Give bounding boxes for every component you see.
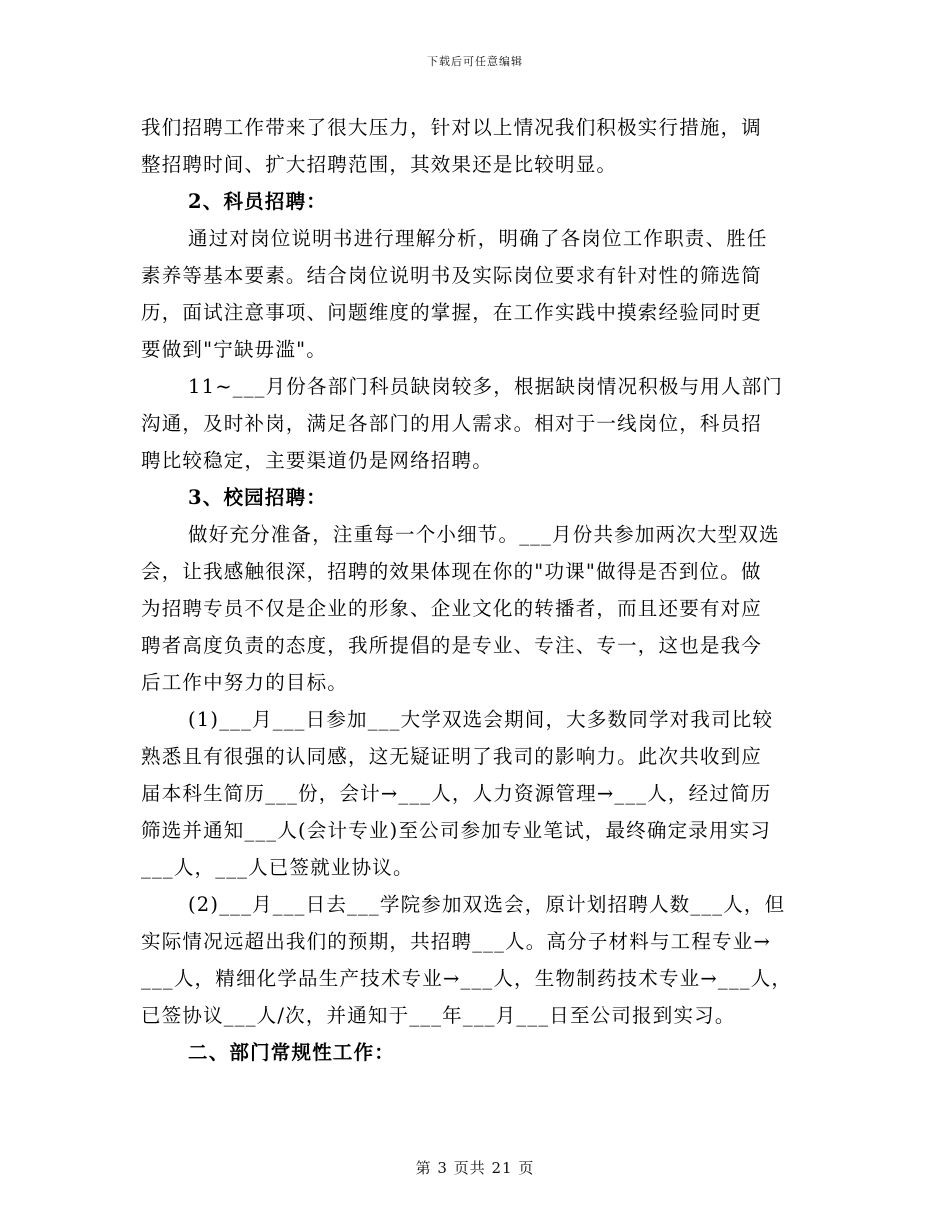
section-heading: 2、科员招聘： (188, 190, 327, 213)
text-line: 聘比较稳定，主要渠道仍是网络招聘。 (141, 449, 493, 472)
text-line: ___人，精细化学品生产技术专业→___人，生物制药技术专业→___人， (141, 967, 793, 990)
text-line: 聘者高度负责的态度，我所提倡的是专业、专注、专一，这也是我今 (141, 634, 763, 657)
text-line: 实际情况远超出我们的预期，共招聘___人。高分子材料与工程专业→ (141, 930, 771, 953)
text-line: 我们招聘工作带来了很大压力，针对以上情况我们积极实行措施，调 (141, 116, 763, 139)
text-line: 筛选并通知___人(会计专业)至公司参加专业笔试，最终确定录用实习 (141, 819, 772, 842)
section-heading: 二、部门常规性工作： (188, 1041, 396, 1064)
text-line: 要做到"宁缺毋滥"。 (141, 338, 327, 361)
text-line: 会，让我感触很深，招聘的效果体现在你的"功课"做得是否到位。做 (141, 560, 762, 583)
page-header-note: 下载后可任意编辑 (427, 55, 523, 68)
page-footer-number: 第 3 页共 21 页 (415, 1159, 535, 1177)
text-line: 熟悉且有很强的认同感，这无疑证明了我司的影响力。此次共收到应 (141, 745, 763, 768)
text-line: 11~___月份各部门科员缺岗较多，根据缺岗情况积极与用人部门 (188, 375, 784, 398)
text-line: 历，面试注意事项、问题维度的掌握，在工作实践中摸索经验同时更 (141, 301, 763, 324)
text-line: 后工作中努力的目标。 (141, 671, 349, 694)
text-line: ___人，___人已签就业协议。 (141, 856, 414, 879)
text-line: 做好充分准备，注重每一个小细节。___月份共参加两次大型双选 (188, 523, 780, 546)
text-line: 为招聘专员不仅是企业的形象、企业文化的转播者，而且还要有对应 (141, 597, 763, 620)
section-heading: 3、校园招聘： (188, 486, 327, 509)
text-line: (1)___月___日参加___大学双选会期间，大多数同学对我司比较 (188, 708, 774, 731)
document-body (141, 109, 813, 1071)
text-line: 素养等基本要素。结合岗位说明书及实际岗位要求有针对性的筛选简 (141, 264, 763, 287)
text-line: 整招聘时间、扩大招聘范围，其效果还是比较明显。 (141, 153, 618, 176)
text-line: 届本科生简历___份，会计→___人，人力资源管理→___人，经过简历 (141, 782, 772, 805)
text-line: 沟通，及时补岗，满足各部门的用人需求。相对于一线岗位，科员招 (141, 412, 763, 435)
text-line: 已签协议___人/次，并通知于___年___月___日至公司报到实习。 (141, 1004, 736, 1027)
text-line: 通过对岗位说明书进行理解分析，明确了各岗位工作职责、胜任 (188, 227, 768, 250)
text-line: (2)___月___日去___学院参加双选会，原计划招聘人数___人，但 (188, 893, 786, 916)
